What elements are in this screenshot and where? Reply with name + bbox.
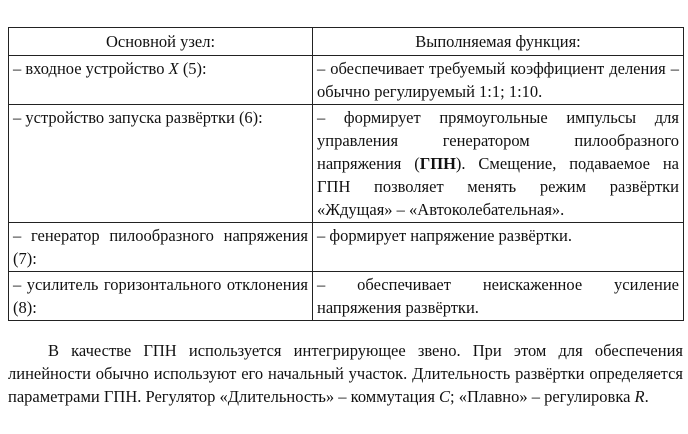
body-paragraph	[8, 339, 683, 408]
paragraph-text: В качестве ГПН используется интегрирующее звено. При этом для обеспечения линейности обычно используют его начальный участок. Длительность развёртки определяется параметрами ГПН. Регулятор «Длительность» – коммутация	[8, 341, 683, 406]
node-variable: X	[168, 59, 179, 78]
table-row	[9, 56, 684, 105]
node-sawtooth-generator: – генератор пилообразного напряжения (7):	[9, 223, 313, 272]
node-horizontal-amplifier: – усилитель горизонтального отклонения (8):	[9, 272, 313, 321]
node-text: – входное устройство	[13, 59, 169, 78]
table-header-row	[9, 28, 684, 56]
header-main-node: Основной узел:	[9, 28, 313, 56]
table-row	[9, 223, 684, 272]
paragraph-text-middle: ; «Плавно» – регулировка	[450, 387, 635, 406]
function-sweep-trigger	[313, 105, 684, 223]
paragraph-text-end: .	[644, 387, 649, 406]
function-horizontal-amplifier: – обеспечивает неискаженное усиление напряжения развёртки.	[313, 272, 684, 321]
function-sawtooth-generator: – формирует напряжение развёртки.	[313, 223, 684, 272]
table-row	[9, 105, 684, 223]
function-text: – формирует прямоугольные импульсы для управления генератором пилообразного напряжения (	[317, 108, 679, 173]
variable-c: C	[439, 387, 451, 406]
node-text-suffix: (5):	[178, 59, 207, 78]
node-input-device	[9, 56, 313, 105]
table-row	[9, 272, 684, 321]
header-function: Выполняемая функция:	[313, 28, 684, 56]
variable-r: R	[634, 387, 645, 406]
node-sweep-trigger: – устройство запуска развёртки (6):	[9, 105, 313, 223]
function-table	[8, 27, 684, 321]
function-text-suffix: ). Смещение, подаваемое на ГПН позволяет менять режим развёртки «Ждущая» – «Автоколебательная».	[317, 154, 679, 219]
function-input-device: – обеспечивает требуемый коэффициент деления – обычно регулируемый 1:1; 1:10.	[313, 56, 684, 105]
function-abbreviation: ГПН	[419, 154, 456, 173]
